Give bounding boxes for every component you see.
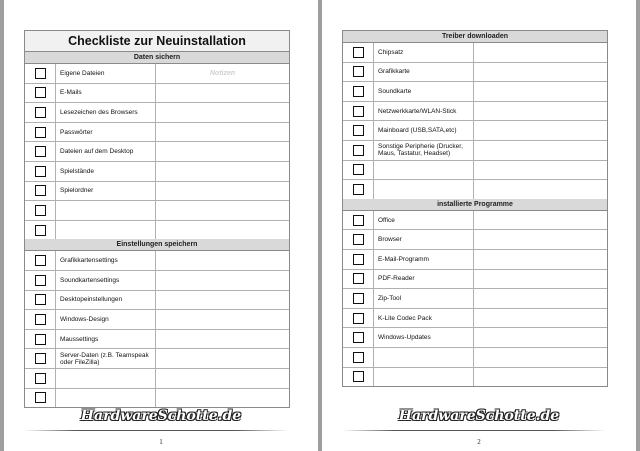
checkbox-cell (343, 102, 374, 121)
checklist-row (25, 182, 289, 202)
notes-cell (156, 221, 289, 240)
checkbox[interactable] (353, 254, 364, 265)
footer-divider (342, 430, 606, 431)
item-label (374, 368, 474, 387)
notes-cell (156, 103, 289, 122)
checkbox-cell (343, 82, 374, 101)
checkbox[interactable] (35, 373, 46, 384)
notes-cell (474, 270, 607, 289)
checkbox[interactable] (353, 215, 364, 226)
item-label: Passwörter (56, 123, 156, 142)
checklist-row (343, 161, 607, 181)
checklist-row (343, 102, 607, 122)
notes-cell (474, 43, 607, 62)
item-label: Desktopeinstellungen (56, 291, 156, 310)
checklist-table-page-1 (24, 30, 290, 408)
checkbox[interactable] (353, 47, 364, 58)
checklist-row (343, 368, 607, 387)
checkbox-cell (343, 121, 374, 140)
section-header-treiber-downloaden: Treiber downloaden (343, 31, 607, 43)
notes-cell (474, 141, 607, 160)
notes-cell (156, 369, 289, 388)
item-label: Zip-Tool (374, 289, 474, 308)
section-einstellungen-speichern (25, 251, 289, 407)
checklist-row (343, 289, 607, 309)
item-label: Browser (374, 230, 474, 249)
checklist-row (25, 310, 289, 330)
checkbox-cell (25, 162, 56, 181)
checklist-row (343, 270, 607, 290)
checkbox-cell (343, 43, 374, 62)
checkbox[interactable] (35, 225, 46, 236)
section-treiber-downloaden (343, 43, 607, 199)
item-label: K-Lite Codec Pack (374, 309, 474, 328)
checklist-row (25, 64, 289, 84)
item-label: Soundkarte (374, 82, 474, 101)
section-daten-sichern (25, 64, 289, 239)
item-label (56, 389, 156, 408)
checkbox-cell (343, 161, 374, 180)
notes-cell (474, 161, 607, 180)
notes-cell (156, 310, 289, 329)
checkbox-cell (25, 201, 56, 220)
checkbox[interactable] (353, 332, 364, 343)
checklist-row (343, 211, 607, 231)
checkbox[interactable] (35, 255, 46, 266)
checklist-row (25, 103, 289, 123)
checkbox-cell (343, 211, 374, 230)
notes-cell (474, 230, 607, 249)
checkbox-cell (25, 182, 56, 201)
notes-cell (474, 250, 607, 269)
item-label: Windows-Design (56, 310, 156, 329)
checkbox-cell (25, 349, 56, 368)
section-header-daten-sichern: Daten sichern (25, 52, 289, 64)
item-label: Grafikkartensettings (56, 251, 156, 270)
checklist-row (343, 180, 607, 199)
checkbox-cell (343, 348, 374, 367)
checklist-row (25, 221, 289, 240)
checkbox[interactable] (35, 146, 46, 157)
item-label: Maussettings (56, 330, 156, 349)
checkbox[interactable] (35, 205, 46, 216)
checkbox-cell (25, 291, 56, 310)
item-label: Soundkartensettings (56, 271, 156, 290)
notes-cell (474, 102, 607, 121)
checklist-row (343, 82, 607, 102)
notes-cell (156, 182, 289, 201)
item-label (56, 369, 156, 388)
checkbox[interactable] (35, 275, 46, 286)
checkbox-cell (343, 141, 374, 160)
checkbox-cell (25, 103, 56, 122)
notes-cell (156, 142, 289, 161)
item-label: Sonstige Peripherie (Drucker, Maus, Tastatur, Headset) (374, 141, 474, 160)
notes-cell (474, 328, 607, 347)
checkbox[interactable] (353, 234, 364, 245)
checkbox[interactable] (353, 352, 364, 363)
checkbox-cell (25, 123, 56, 142)
notes-cell (474, 63, 607, 82)
footer-divider (24, 430, 288, 431)
checklist-row (25, 271, 289, 291)
notes-cell (474, 82, 607, 101)
checkbox-cell (343, 368, 374, 387)
checkbox[interactable] (35, 185, 46, 196)
item-label: E-Mail-Programm (374, 250, 474, 269)
item-label (374, 348, 474, 367)
notes-cell (474, 211, 607, 230)
checklist-row (25, 201, 289, 221)
checklist-row (343, 43, 607, 63)
checkbox-cell (343, 250, 374, 269)
checkbox-cell (343, 289, 374, 308)
checklist-row (343, 328, 607, 348)
item-label (56, 201, 156, 220)
checkbox-cell (25, 271, 56, 290)
checklist-row (25, 162, 289, 182)
section-header-installierte-programme: installierte Programme (343, 199, 607, 211)
checkbox[interactable] (353, 106, 364, 117)
checklist-title: Checkliste zur Neuinstallation (25, 31, 289, 52)
notes-cell (156, 251, 289, 270)
checkbox[interactable] (353, 66, 364, 77)
checkbox-cell (343, 270, 374, 289)
checkbox-cell (25, 84, 56, 103)
item-label: Chipsatz (374, 43, 474, 62)
notes-cell (474, 348, 607, 367)
checkbox[interactable] (35, 107, 46, 118)
page-number: 1 (159, 438, 163, 446)
checkbox-cell (343, 180, 374, 199)
checklist-row (343, 348, 607, 368)
checkbox-cell (25, 142, 56, 161)
checkbox-cell (25, 251, 56, 270)
checklist-row (25, 123, 289, 143)
item-label: Dateien auf dem Desktop (56, 142, 156, 161)
checkbox-cell (343, 230, 374, 249)
checkbox-cell (25, 330, 56, 349)
notes-cell (474, 180, 607, 199)
section-header-einstellungen-speichern: Einstellungen speichern (25, 239, 289, 251)
document-page-2 (322, 0, 636, 451)
checklist-row (343, 121, 607, 141)
checkbox[interactable] (35, 68, 46, 79)
checkbox-cell (343, 328, 374, 347)
checkbox[interactable] (35, 166, 46, 177)
checklist-row (343, 250, 607, 270)
checkbox[interactable] (35, 353, 46, 364)
checkbox[interactable] (353, 125, 364, 136)
checkbox[interactable] (35, 314, 46, 325)
notes-cell (474, 121, 607, 140)
checklist-row (25, 369, 289, 389)
notes-cell (156, 271, 289, 290)
notes-cell (474, 289, 607, 308)
checkbox[interactable] (353, 293, 364, 304)
checklist-row (25, 291, 289, 311)
notes-cell (474, 368, 607, 387)
checklist-row (343, 141, 607, 161)
notes-cell (156, 123, 289, 142)
item-label: Spielordner (56, 182, 156, 201)
checkbox[interactable] (35, 87, 46, 98)
checkbox[interactable] (35, 127, 46, 138)
checklist-table-page-2 (342, 30, 608, 387)
item-label: Lesezeichen des Browsers (56, 103, 156, 122)
checklist-row (25, 251, 289, 271)
item-label: Mainboard (USB,SATA,etc) (374, 121, 474, 140)
checkbox-cell (25, 389, 56, 408)
item-label: Server-Daten (z.B. Teamspeak oder FileZilla) (56, 349, 156, 368)
checkbox[interactable] (353, 86, 364, 97)
brand-logo: HardwareSchotte.de (398, 408, 560, 424)
checkbox[interactable] (353, 313, 364, 324)
checklist-row (25, 84, 289, 104)
notes-cell (156, 349, 289, 368)
notes-cell (156, 291, 289, 310)
checkbox-cell (25, 64, 56, 83)
notes-cell (156, 84, 289, 103)
page-number: 2 (477, 438, 481, 446)
checkbox[interactable] (353, 164, 364, 175)
item-label: Office (374, 211, 474, 230)
notes-cell (156, 389, 289, 408)
checkbox-cell (25, 310, 56, 329)
checkbox[interactable] (35, 334, 46, 345)
checklist-row (343, 309, 607, 329)
checkbox[interactable] (353, 184, 364, 195)
notes-cell (474, 309, 607, 328)
checklist-row (343, 63, 607, 83)
checklist-row (25, 330, 289, 350)
checklist-row (25, 389, 289, 408)
item-label: Spielstände (56, 162, 156, 181)
checklist-row (25, 349, 289, 369)
checkbox[interactable] (35, 294, 46, 305)
notes-cell (156, 330, 289, 349)
checkbox-cell (343, 309, 374, 328)
checkbox[interactable] (353, 273, 364, 284)
item-label: Eigene Dateien (56, 64, 156, 83)
section-installierte-programme (343, 211, 607, 386)
item-label: Windows-Updates (374, 328, 474, 347)
item-label: E-Mails (56, 84, 156, 103)
item-label (374, 161, 474, 180)
checkbox-cell (343, 63, 374, 82)
item-label: PDF-Reader (374, 270, 474, 289)
item-label: Grafikkarte (374, 63, 474, 82)
checkbox-cell (25, 221, 56, 240)
checkbox[interactable] (353, 371, 364, 382)
document-page-1 (4, 0, 318, 451)
notes-cell (156, 162, 289, 181)
checklist-row (343, 230, 607, 250)
item-label (374, 180, 474, 199)
item-label: Netzwerkkarte/WLAN-Stick (374, 102, 474, 121)
checklist-row (25, 142, 289, 162)
checkbox[interactable] (353, 145, 364, 156)
notes-label: Notizen (209, 69, 236, 77)
brand-logo: HardwareSchotte.de (80, 408, 242, 424)
checkbox-cell (25, 369, 56, 388)
checkbox[interactable] (35, 392, 46, 403)
item-label (56, 221, 156, 240)
notes-cell (156, 201, 289, 220)
